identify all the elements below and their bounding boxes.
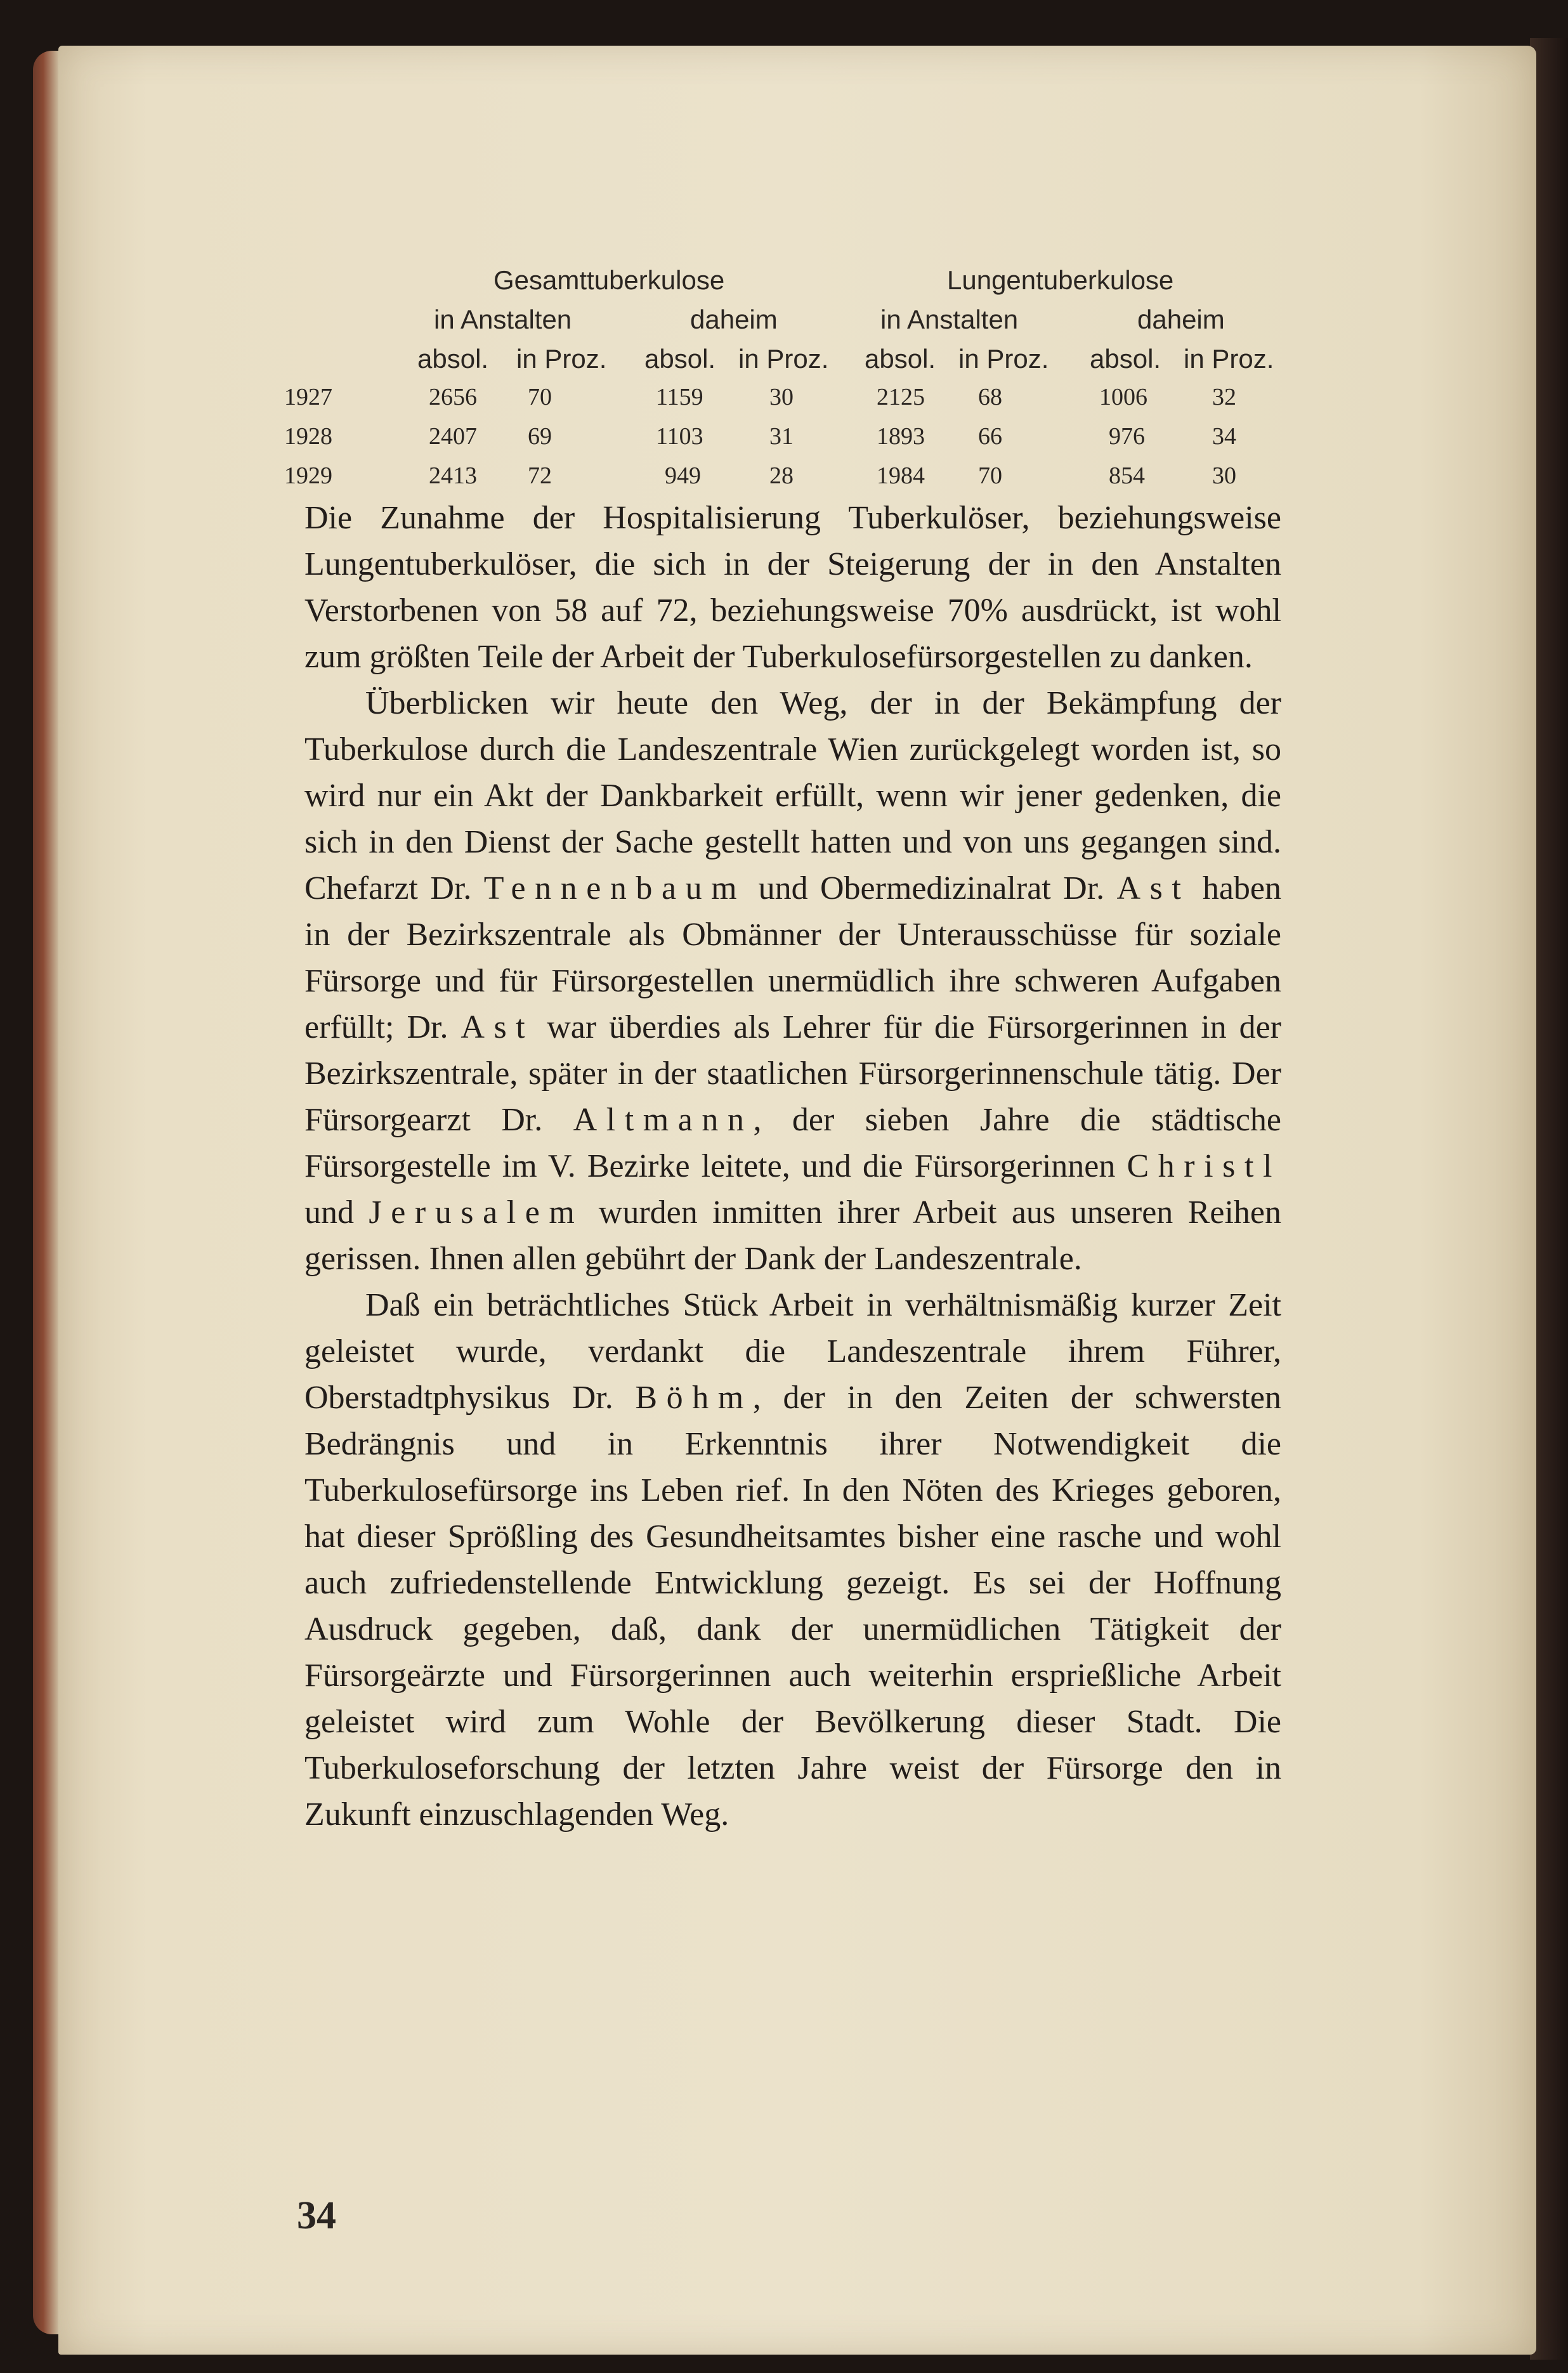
cell: 66 (978, 423, 1002, 450)
cell: 31 (769, 423, 794, 450)
name-jerusalem: Jerusalem (369, 1194, 584, 1231)
column-header: absol. (1090, 344, 1161, 374)
cell: 30 (769, 384, 794, 410)
column-header: absol. (644, 344, 716, 374)
name-christl: Christl (1127, 1148, 1281, 1184)
sub-header-anstalten-lungen: in Anstalten (880, 304, 1019, 334)
cell: 34 (1212, 423, 1236, 450)
cell: 2125 (877, 384, 925, 410)
cell: 32 (1212, 384, 1236, 410)
column-header: absol. (417, 344, 489, 374)
text-run: und (304, 1194, 369, 1231)
row-year: 1929 (284, 462, 332, 489)
paragraph-hospitalization: Die Zunahme der Hospitalisierung Tuberkulöser, beziehungsweise Lungentuberkulöser, die sich in der Steigerung der in den Anstalten Verstorbenen von 58 auf 72, beziehungsweise 70% ausdrückt, ist wohl zum größten Teile der Arbeit der Tuberkulosefürsorgestellen zu danken. (304, 500, 1281, 675)
group-header-gesamt: Gesamttuberkulose (493, 265, 725, 295)
name-ast: Ast (461, 1009, 535, 1045)
table-row (284, 422, 1293, 462)
cell: 28 (769, 462, 794, 489)
column-header: absol. (865, 344, 936, 374)
cell: 2656 (429, 384, 477, 410)
cell: 68 (978, 384, 1002, 410)
text-run: und Obermedizinalrat Dr. (746, 870, 1117, 906)
cell: 70 (528, 384, 552, 410)
text-run: haben in der Bezirkszentrale als Obmänner der Unterausschüsse für soziale Fürsorge und für Fürsorgestellen unermüdlich ihre schweren Aufgaben erfüllt; Dr. (304, 870, 1281, 1045)
paragraph-remembrance (304, 680, 1281, 1282)
cell: 949 (665, 462, 701, 489)
cell: 976 (1109, 423, 1145, 450)
text-run: Überblicken wir heute den Weg, der in der Bekämpfung der Tuberkulose durch die Landeszentrale Wien zurückgelegt worden ist, so wird nur ein Akt der Dankbarkeit erfüllt, wenn wir jener gedenken, die sich in den Dienst der Sache gestellt hatten und von uns gegangen sind. Chefarzt Dr. (304, 685, 1281, 906)
text-run: Daß ein beträchtliches Stück Arbeit in verhältnismäßig kurzer Zeit geleistet wurde, verdankt die Landeszentrale ihrem Führer, Oberstadtphysikus Dr. (304, 1287, 1281, 1416)
sub-header-daheim-gesamt: daheim (690, 304, 778, 334)
text-run: , der sieben Jahre die städtische Fürsorgestelle im V. Bezirke leitete, und die Fürsorgerinnen (304, 1102, 1281, 1184)
column-header: in Proz. (1184, 344, 1274, 374)
paragraph-acknowledgement (304, 1282, 1281, 1838)
body-text (304, 495, 1281, 1838)
group-header-lungen: Lungentuberkulose (947, 265, 1174, 295)
cell: 1984 (877, 462, 925, 489)
row-year: 1928 (284, 423, 332, 450)
column-header: in Proz. (516, 344, 607, 374)
cell: 2413 (429, 462, 477, 489)
cell: 30 (1212, 462, 1236, 489)
cell: 854 (1109, 462, 1145, 489)
cell: 1006 (1099, 384, 1147, 410)
page-number: 34 (297, 2194, 336, 2237)
text-run: , der in den Zeiten der schwersten Bedrängnis und in Erkenntnis ihrer Notwendigkeit die Tuberkulosefürsorge ins Leben rief. In den Nöten des Krieges geboren, hat dieser Sprößling des Gesundheitsamtes bisher eine rasche und wohl auch zufriedenstellende Entwicklung gezeigt. Es sei der Hoffnung Ausdruck gegeben, daß, dank der unermüdlichen Tätigkeit der Fürsorgeärzte und Fürsorgerinnen auch weiterhin ersprießliche Arbeit geleistet wird zum Wohle der Bevölkerung dieser Stadt. Die Tuberkuloseforschung der letzten Jahre weist der Fürsorge den in Zukunft einzuschlagenden Weg. (304, 1380, 1281, 1833)
cell: 1103 (656, 423, 703, 450)
cell: 69 (528, 423, 552, 450)
table-row (284, 383, 1293, 422)
name-boehm: Böhm (635, 1380, 753, 1416)
cell: 1893 (877, 423, 925, 450)
cell: 70 (978, 462, 1002, 489)
column-header: in Proz. (738, 344, 829, 374)
text-run: wurden inmitten ihrer Arbeit aus unseren Reihen gerissen. Ihnen allen gebührt der Dank der Landeszentrale. (304, 1194, 1281, 1277)
table-sub-header-row (284, 304, 1293, 344)
cell: 72 (528, 462, 552, 489)
name-altmann: Altmann (573, 1102, 754, 1138)
table-group-header-row (284, 265, 1293, 304)
sub-header-anstalten-gesamt: in Anstalten (434, 304, 572, 334)
row-year: 1927 (284, 384, 332, 410)
column-header: in Proz. (958, 344, 1049, 374)
name-tennenbaum: Tennenbaum (483, 870, 747, 906)
name-ast: Ast (1116, 870, 1191, 906)
tuberculosis-statistics-table (284, 265, 1293, 501)
sub-header-daheim-lungen: daheim (1137, 304, 1225, 334)
cell: 1159 (656, 384, 703, 410)
book-spine-edge (33, 51, 58, 2334)
text-run: war überdies als Lehrer für die Fürsorgerinnen in der Bezirkszentrale, später in der staatlichen Fürsorgerinnenschule tätig. Der Fürsorgearzt Dr. (304, 1009, 1281, 1138)
table-column-header-row (284, 344, 1293, 383)
cell: 2407 (429, 423, 477, 450)
